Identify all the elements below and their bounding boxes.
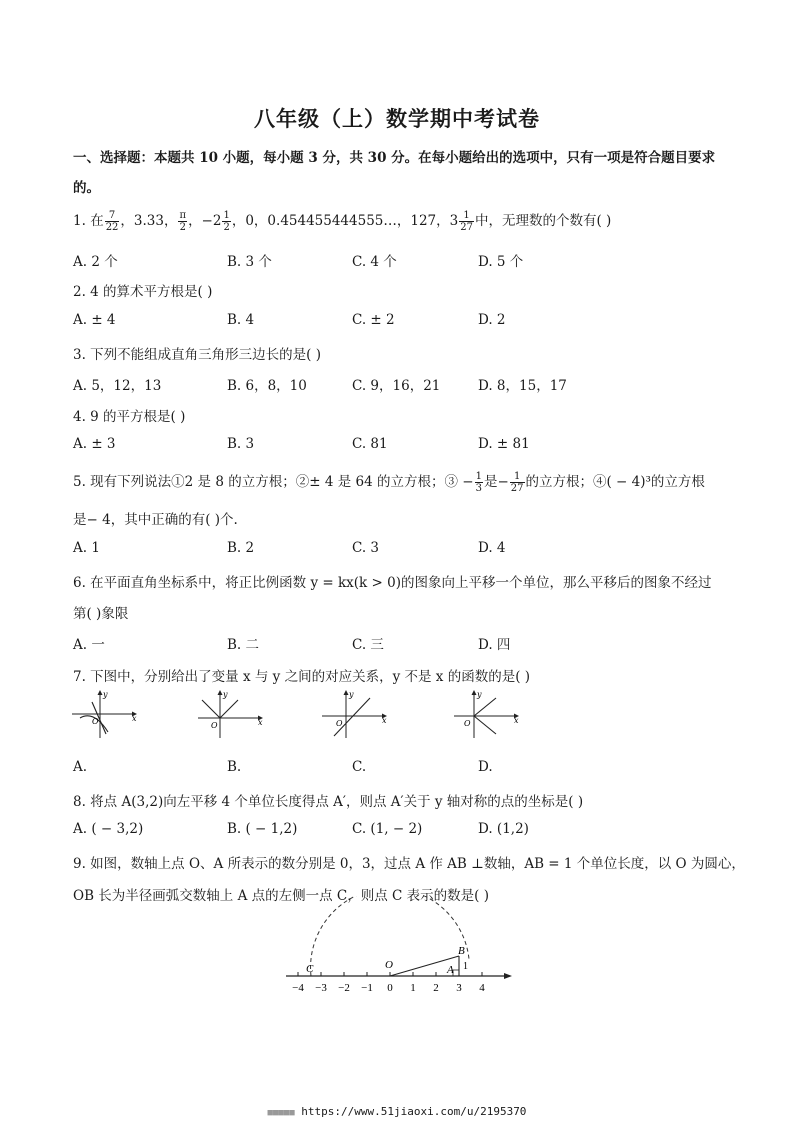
q7-graph-c: [320, 688, 390, 740]
q4-option-a[interactable]: A. ± 3: [73, 436, 116, 452]
q4-option-d[interactable]: D. ± 81: [478, 436, 530, 452]
q8-option-d[interactable]: D. (1,2): [478, 821, 529, 837]
question-9-stem-line2: OB 长为半径画弧交数轴上 A 点的左侧一点 C，则点 C 表示的数是( ): [73, 888, 489, 904]
q3-option-c[interactable]: C. 9，16，21: [352, 378, 441, 394]
q2-option-d[interactable]: D. 2: [478, 312, 506, 328]
svg-text:−2: −2: [338, 982, 350, 994]
q1-option-a[interactable]: A. 2 个: [73, 254, 118, 270]
question-3-stem: 3. 下列不能组成直角三角形三边长的是( ): [73, 347, 321, 363]
svg-text:−3: −3: [315, 982, 327, 994]
svg-text:y: y: [223, 690, 228, 699]
q2-option-a[interactable]: A. ± 4: [73, 312, 116, 328]
svg-text:−4: −4: [292, 982, 304, 994]
svg-text:A: A: [447, 964, 454, 976]
question-6-stem-line1: 6. 在平面直角坐标系中，将正比例函数 y = kx(k > 0)的图象向上平移一个单位，那么平移后的图象不经过: [73, 575, 712, 591]
q1-option-d[interactable]: D. 5 个: [478, 254, 524, 270]
svg-text:−1: −1: [361, 982, 373, 994]
svg-text:4: 4: [479, 982, 485, 994]
svg-text:3: 3: [456, 982, 462, 994]
question-4-stem: 4. 9 的平方根是( ): [73, 409, 186, 425]
question-7-stem: 7. 下图中，分别给出了变量 x 与 y 之间的对应关系，y 不是 x 的函数的是( ): [73, 669, 531, 685]
svg-text:x: x: [514, 716, 519, 725]
q5-option-b[interactable]: B. 2: [227, 540, 255, 556]
svg-text:x: x: [382, 716, 387, 725]
svg-text:x: x: [132, 714, 137, 723]
svg-text:1: 1: [463, 961, 468, 972]
question-2-stem: 2. 4 的算术平方根是( ): [73, 284, 213, 300]
q6-option-c[interactable]: C. 三: [352, 637, 384, 653]
q6-option-a[interactable]: A. 一: [73, 637, 105, 653]
q8-option-c[interactable]: C. (1, − 2): [352, 821, 423, 837]
question-5-stem-line1: 5. 现有下列说法①2 是 8 的立方根；②± 4 是 64 的立方根；③ − $\frac{1}{3}$ 是− $\frac{1}{27}$ 的立方根；④( − 4)³的立方根: [73, 471, 705, 494]
svg-text:B: B: [458, 945, 465, 957]
question-5-stem-line2: 是− 4，其中正确的有( )个.: [73, 512, 238, 528]
q1-option-b[interactable]: B. 3 个: [227, 254, 272, 270]
fraction: $\frac{1}{27}$: [510, 471, 524, 494]
page-title: 八年级（上）数学期中考试卷: [254, 106, 540, 131]
q7-graph-b: [196, 688, 266, 740]
svg-text:C: C: [306, 963, 314, 975]
svg-text:O: O: [385, 959, 393, 971]
question-8-stem: 8. 将点 A(3,2)向左平移 4 个单位长度得点 A′，则点 A′关于 y 轴对称的点的坐标是( ): [73, 794, 584, 810]
question-9-stem-line1: 9. 如图，数轴上点 O、A 所表示的数分别是 0，3，过点 A 作 AB ⊥数轴，AB = 1 个单位长度，以 O 为圆心，: [73, 856, 745, 872]
fraction: $\frac{1}{27}$: [460, 210, 473, 233]
q4-option-b[interactable]: B. 3: [227, 436, 255, 452]
q7-graph-d: [452, 688, 522, 740]
q6-option-d[interactable]: D. 四: [478, 637, 511, 653]
q1-option-c[interactable]: C. 4 个: [352, 254, 397, 270]
svg-text:y: y: [349, 690, 354, 699]
svg-text:y: y: [103, 690, 108, 699]
q8-option-b[interactable]: B. ( − 1,2): [227, 821, 298, 837]
number-line-figure: [278, 896, 518, 998]
question-6-stem-line2: 第( )象限: [73, 606, 129, 622]
svg-text:O: O: [464, 719, 471, 728]
svg-text:0: 0: [387, 982, 393, 994]
svg-text:O: O: [211, 721, 218, 730]
q2-option-b[interactable]: B. 4: [227, 312, 255, 328]
q7-graph-a: [70, 688, 140, 740]
q7-option-d[interactable]: D.: [478, 759, 493, 775]
watermark-logo: ■■■■■: [267, 1108, 295, 1118]
fraction: $\frac{7}{22}$: [105, 210, 119, 233]
svg-text:y: y: [477, 690, 482, 699]
svg-text:1: 1: [410, 982, 416, 994]
q4-option-c[interactable]: C. 81: [352, 436, 388, 452]
section-header-line1: 一、选择题：本题共 10 小题，每小题 3 分，共 30 分。在每小题给出的选项中，只有一项是符合题目要求: [73, 150, 716, 166]
q2-option-c[interactable]: C. ± 2: [352, 312, 395, 328]
section-header-line2: 的。: [73, 180, 100, 196]
footer-url[interactable]: https://www.51jiaoxi.com/u/2195370: [301, 1105, 527, 1118]
q7-option-b[interactable]: B.: [227, 759, 242, 775]
svg-text:O: O: [92, 717, 99, 726]
question-1-stem: 1. 在 $\frac{7}{22}$ ，3.33， $\frac{\pi}{2}$ ，−2 $\frac{1}{2}$ ，0，0.454455444555…，127，3 $\frac{1}{27}$ 中，无理数的个数有( ): [73, 210, 612, 233]
fraction: $\frac{\pi}{2}$: [179, 210, 187, 233]
svg-text:O: O: [336, 719, 343, 728]
q8-option-a[interactable]: A. ( − 3,2): [73, 821, 144, 837]
q5-option-d[interactable]: D. 4: [478, 540, 506, 556]
page-footer: [0, 1105, 794, 1118]
q5-option-c[interactable]: C. 3: [352, 540, 380, 556]
q3-option-d[interactable]: D. 8，15，17: [478, 378, 567, 394]
svg-text:x: x: [258, 718, 263, 727]
svg-text:2: 2: [433, 982, 439, 994]
q5-option-a[interactable]: A. 1: [73, 540, 100, 556]
q7-option-c[interactable]: C.: [352, 759, 367, 775]
q3-option-b[interactable]: B. 6，8，10: [227, 378, 307, 394]
q7-option-a[interactable]: A.: [73, 759, 88, 775]
fraction: $\frac{1}{2}$: [223, 210, 230, 233]
q6-option-b[interactable]: B. 二: [227, 637, 260, 653]
q3-option-a[interactable]: A. 5，12，13: [73, 378, 162, 394]
fraction: $\frac{1}{3}$: [475, 471, 482, 494]
